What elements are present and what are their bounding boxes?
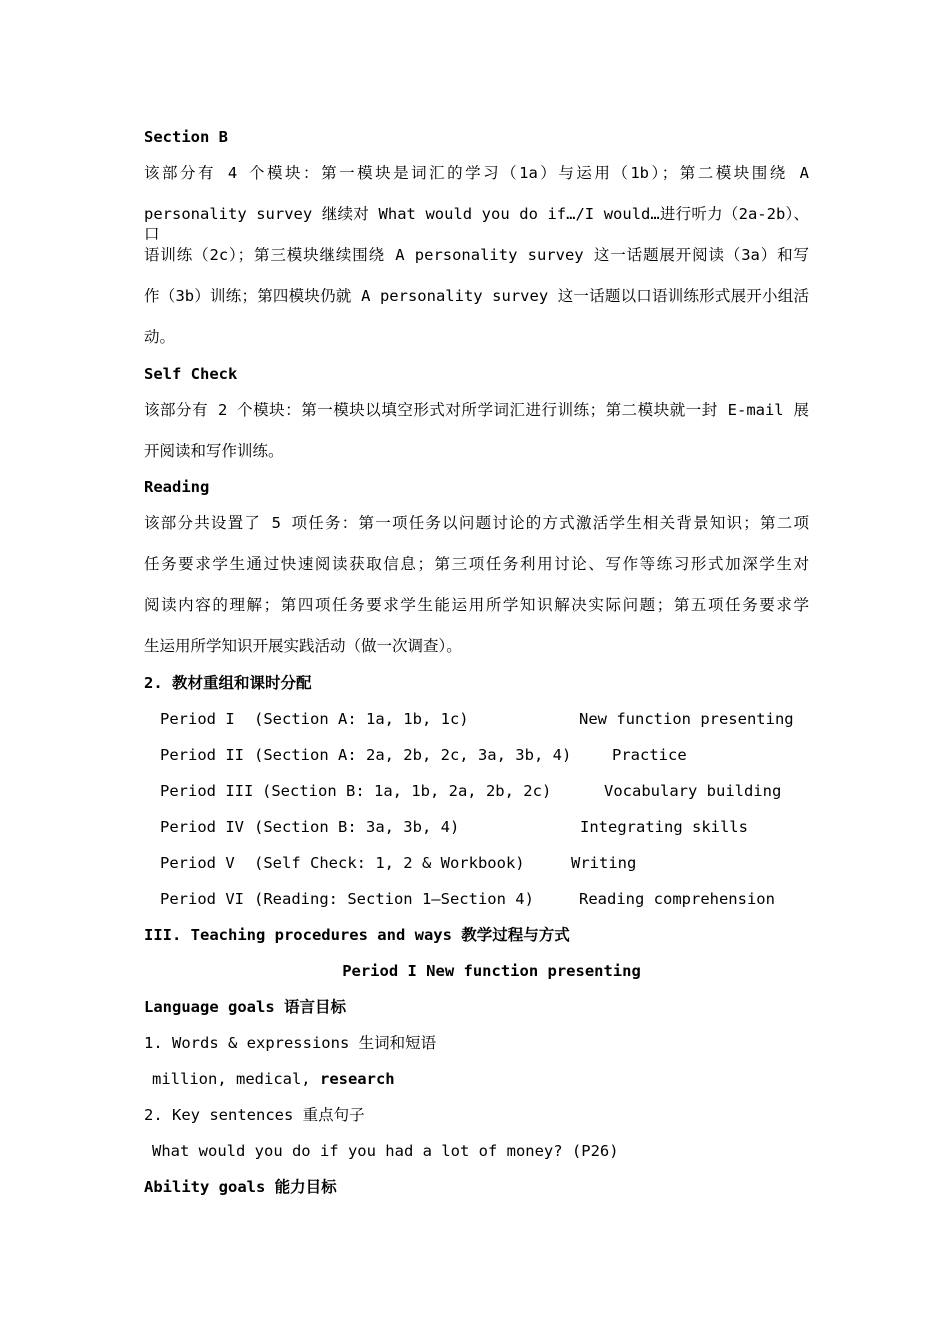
- reading-line-1: 该部分共设置了 5 项任务：第一项任务以问题讨论的方式激活学生相关背景知识；第二项: [144, 514, 809, 532]
- language-goals-heading: Language goals 语言目标: [144, 998, 346, 1016]
- sentences-label: 2. Key sentences 重点句子: [144, 1106, 365, 1124]
- period-scope: (Reading: Section 1—Section 4): [254, 890, 534, 908]
- period-scope: (Self Check: 1, 2 & Workbook): [254, 854, 525, 872]
- period-focus: Integrating skills: [580, 818, 748, 836]
- section-b-heading: Section B: [144, 128, 228, 146]
- period-name: Period V: [160, 854, 235, 872]
- period-focus: Vocabulary building: [604, 782, 782, 800]
- reading-heading: Reading: [144, 478, 210, 496]
- self-check-line-1: 该部分有 2 个模块：第一模块以填空形式对所学词汇进行训练；第二模块就一封 E-mail 展: [144, 401, 809, 419]
- period-focus: New function presenting: [579, 710, 794, 728]
- section-b-line-4: 作（3b）训练；第四模块仍就 A personality survey 这一话题以口语训练形式展开小组活: [144, 287, 809, 305]
- period-scope: (Section A: 1a, 1b, 1c): [254, 710, 469, 728]
- period-focus: Reading comprehension: [579, 890, 775, 908]
- period-focus: Practice: [612, 746, 687, 764]
- section-b-line-1: 该部分有 4 个模块：第一模块是词汇的学习（1a）与运用（1b）；第二模块围绕 A: [144, 164, 809, 182]
- words-list-plain: million, medical,: [152, 1070, 320, 1088]
- words-list-bold: research: [319, 1070, 395, 1088]
- reading-line-4: 生运用所学知识开展实践活动（做一次调查）。: [144, 637, 462, 655]
- reading-line-2: 任务要求学生通过快速阅读获取信息；第三项任务利用讨论、写作等练习形式加深学生对: [144, 555, 809, 573]
- period-name: Period III: [160, 782, 254, 800]
- period-name: Period I: [160, 710, 235, 728]
- period-scope: (Section A: 2a, 2b, 2c, 3a, 3b, 4): [254, 746, 572, 764]
- period-name: Period II: [160, 746, 244, 764]
- period-name: Period VI: [160, 890, 244, 908]
- period-scope: (Section B: 3a, 3b, 4): [254, 818, 460, 836]
- words-list: [152, 1069, 817, 1089]
- reading-line-3: 阅读内容的理解；第四项任务要求学生能运用所学知识解决实际问题；第五项任务要求学: [144, 596, 809, 614]
- self-check-heading: Self Check: [144, 365, 238, 383]
- self-check-line-2: 开阅读和写作训练。: [144, 442, 284, 460]
- procedures-heading: III. Teaching procedures and ways 教学过程与方式: [144, 926, 570, 944]
- period-scope: (Section B: 1a, 1b, 2a, 2b, 2c): [262, 782, 552, 800]
- section-b-line-2: personality survey 继续对 What would you do if…/I would…进行听力（2a-2b）、口: [144, 205, 809, 243]
- period-focus: Writing: [571, 854, 637, 872]
- key-sentence: What would you do if you had a lot of money? (P26): [152, 1142, 619, 1160]
- reorg-heading: 2. 教材重组和课时分配: [144, 674, 312, 692]
- section-b-line-3: 语训练（2c）；第三模块继续围绕 A personality survey 这一话题展开阅读（3a）和写: [144, 246, 809, 264]
- ability-goals-heading: Ability goals 能力目标: [144, 1178, 337, 1196]
- period-name: Period IV: [160, 818, 244, 836]
- words-label: 1. Words & expressions 生词和短语: [144, 1034, 437, 1052]
- period-title: Period I New function presenting: [342, 962, 641, 980]
- section-b-line-5: 动。: [144, 328, 176, 346]
